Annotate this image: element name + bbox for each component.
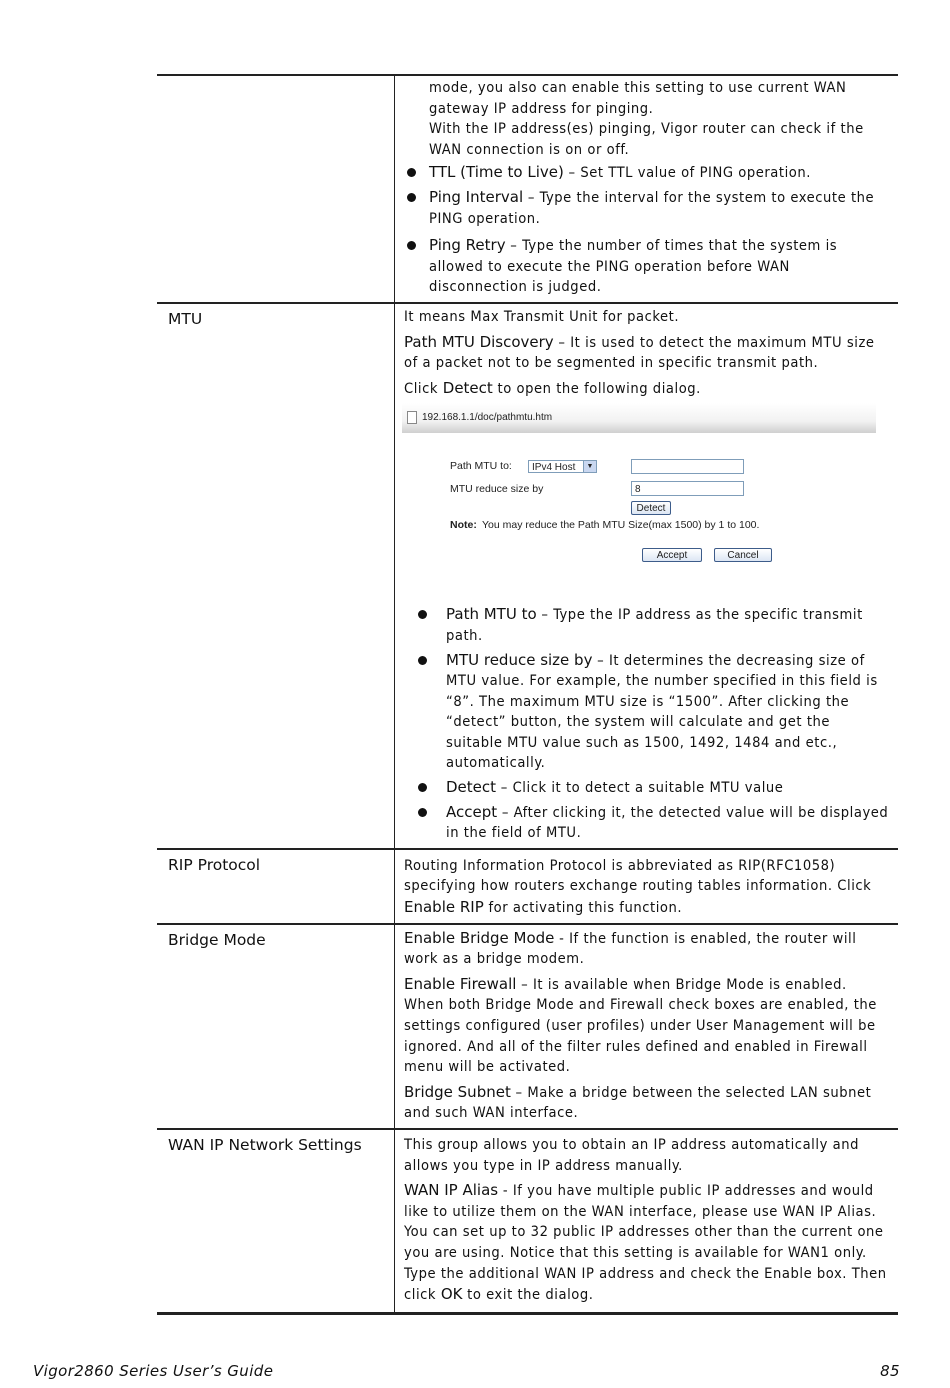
dialog-url: 192.168.1.1/doc/pathmtu.htm <box>422 412 553 424</box>
bridge-subnet-text <box>404 1082 890 1124</box>
table-row <box>157 1130 898 1315</box>
wan-ip-group-text: This group allows you to obtain an IP address automatically and allows you type in IP address manually. <box>404 1135 859 1174</box>
row-description <box>395 925 898 1128</box>
row-description <box>395 1130 898 1312</box>
bullet-term: TTL (Time to Live) <box>429 163 564 182</box>
accept-button[interactable]: Accept <box>642 548 702 562</box>
term: Enable Bridge Mode <box>404 928 555 947</box>
chevron-down-icon: ▼ <box>583 461 596 472</box>
note-label: Note: <box>450 519 477 532</box>
term: WAN IP Alias <box>404 1181 499 1200</box>
row-label-wan-ip-network-settings: WAN IP Network Settings <box>157 1130 395 1312</box>
table-row <box>157 304 898 850</box>
desc: to exit the dialog. <box>462 1286 594 1304</box>
bullet-text: – After clicking it, the detected value will be displayed in the field of MTU. <box>446 803 889 842</box>
path-mtu-dialog-screenshot <box>402 403 878 598</box>
desc: – It is available when Bridge Mode is enabled. When both Bridge Mode and Firewall check boxes are enabled, the settings configured (user profiles) under User Management will be ignored. And all of the filter rules defined and enabled in Firewall menu will be activated. <box>404 975 877 1076</box>
intro-line: With the IP address(es) pinging, Vigor router can check if the WAN connection is on or off. <box>429 120 864 158</box>
settings-table <box>157 74 898 1315</box>
term: Bridge Subnet <box>404 1082 511 1101</box>
desc: Routing Information Protocol is abbreviated as RIP(RFC1058) specifying how routers exchange routing tables information. Click <box>404 856 872 895</box>
note-text: You may reduce the Path MTU Size(max 1500) by 1 to 100. <box>482 519 760 532</box>
bullet-term: Detect <box>446 778 497 797</box>
list-item <box>404 235 890 298</box>
list-item <box>404 604 890 646</box>
list-item <box>404 650 890 775</box>
desc: - If you have multiple public IP addresses and would like to utilize them on the WAN interface, please use WAN IP Alias. You can set up to 32 public IP addresses other than the current one you are using. Notice that this setting is available for WAN1 only. Type the additional WAN IP address and check the Enable box. Then click <box>404 1182 887 1304</box>
path-mtu-to-label: Path MTU to: <box>450 460 512 473</box>
bullet-term: Accept <box>446 802 498 821</box>
desc: Click <box>404 379 443 397</box>
detect-button[interactable]: Detect <box>631 501 671 515</box>
footer-page-number: 85 <box>880 1362 900 1380</box>
bullet-text: – Type the IP address as the specific transmit path. <box>446 606 863 644</box>
enable-bridge-mode-text <box>404 928 890 970</box>
desc: - If the function is enabled, the router will work as a bridge modem. <box>404 929 857 968</box>
bullet-term: MTU reduce size by <box>446 650 593 669</box>
bullet-term: Ping Retry <box>429 236 506 255</box>
bullet-term: Ping Interval <box>429 187 524 206</box>
enable-firewall-text <box>404 974 890 1078</box>
ping-bullet-list <box>404 162 890 298</box>
list-item <box>404 187 890 229</box>
row-label-rip: RIP Protocol <box>157 850 395 923</box>
list-item <box>404 777 890 799</box>
select-value: IPv4 Host <box>532 462 576 474</box>
row-description <box>395 304 898 848</box>
bullet-text: – Type the interval for the system to execute the PING operation. <box>429 188 875 227</box>
term: Detect <box>442 378 493 397</box>
bullet-term: Path MTU to <box>446 605 537 624</box>
list-item <box>404 802 890 844</box>
intro-line: mode, you also can enable this setting to use current WAN gateway IP address for pinging. <box>429 79 847 117</box>
path-mtu-discovery-text <box>404 332 890 374</box>
desc: – Make a bridge between the selected LAN subnet and such WAN interface. <box>404 1083 872 1122</box>
table-row <box>157 850 898 925</box>
mtu-reduce-size-input[interactable]: 8 <box>631 481 744 496</box>
footer-guide-title: Vigor2860 Series User’s Guide <box>33 1362 274 1380</box>
row-label-bridge-mode: Bridge Mode <box>157 925 395 1128</box>
bullet-text: – Type the number of times that the system is allowed to execute the PING operation before WAN disconnection is judged. <box>429 237 838 296</box>
path-mtu-ip-input[interactable] <box>631 459 744 474</box>
mtu-bullet-list <box>404 604 890 844</box>
bullet-text: – Set TTL value of PING operation. <box>563 164 811 182</box>
click-detect-text <box>404 378 890 400</box>
row-label-mtu: MTU <box>157 304 395 848</box>
mtu-reduce-size-label: MTU reduce size by <box>450 483 544 496</box>
mtu-intro: It means Max Transmit Unit for packet. <box>404 307 680 325</box>
row-description <box>395 850 898 923</box>
term: Enable RIP <box>404 898 484 917</box>
table-row <box>157 925 898 1130</box>
table-row <box>157 74 898 304</box>
bullet-text: – Click it to detect a suitable MTU value <box>496 779 784 797</box>
term: Enable Firewall <box>404 974 517 993</box>
desc: for activating this function. <box>483 899 683 917</box>
term: OK <box>440 1285 463 1304</box>
path-mtu-to-select[interactable] <box>528 460 597 473</box>
rip-text <box>404 856 890 919</box>
row-label-empty <box>157 76 395 302</box>
wan-ip-alias-text <box>404 1180 890 1306</box>
desc: to open the following dialog. <box>492 379 701 397</box>
bullet-text: – It determines the decreasing size of MTU value. For example, the number specified in this field is “8”. The maximum MTU size is “1500”. After clicking the “detect” button, the system will calculate and get the suitable MTU value such as 1500, 1492, 1484 and etc., automatically. <box>446 651 878 772</box>
row-description <box>395 76 898 302</box>
list-item <box>404 162 890 184</box>
page-icon <box>407 411 417 424</box>
term: Path MTU Discovery <box>404 332 554 351</box>
cancel-button[interactable]: Cancel <box>714 548 772 562</box>
desc: – It is used to detect the maximum MTU size of a packet not to be segmented in specific transmit path. <box>404 333 875 372</box>
